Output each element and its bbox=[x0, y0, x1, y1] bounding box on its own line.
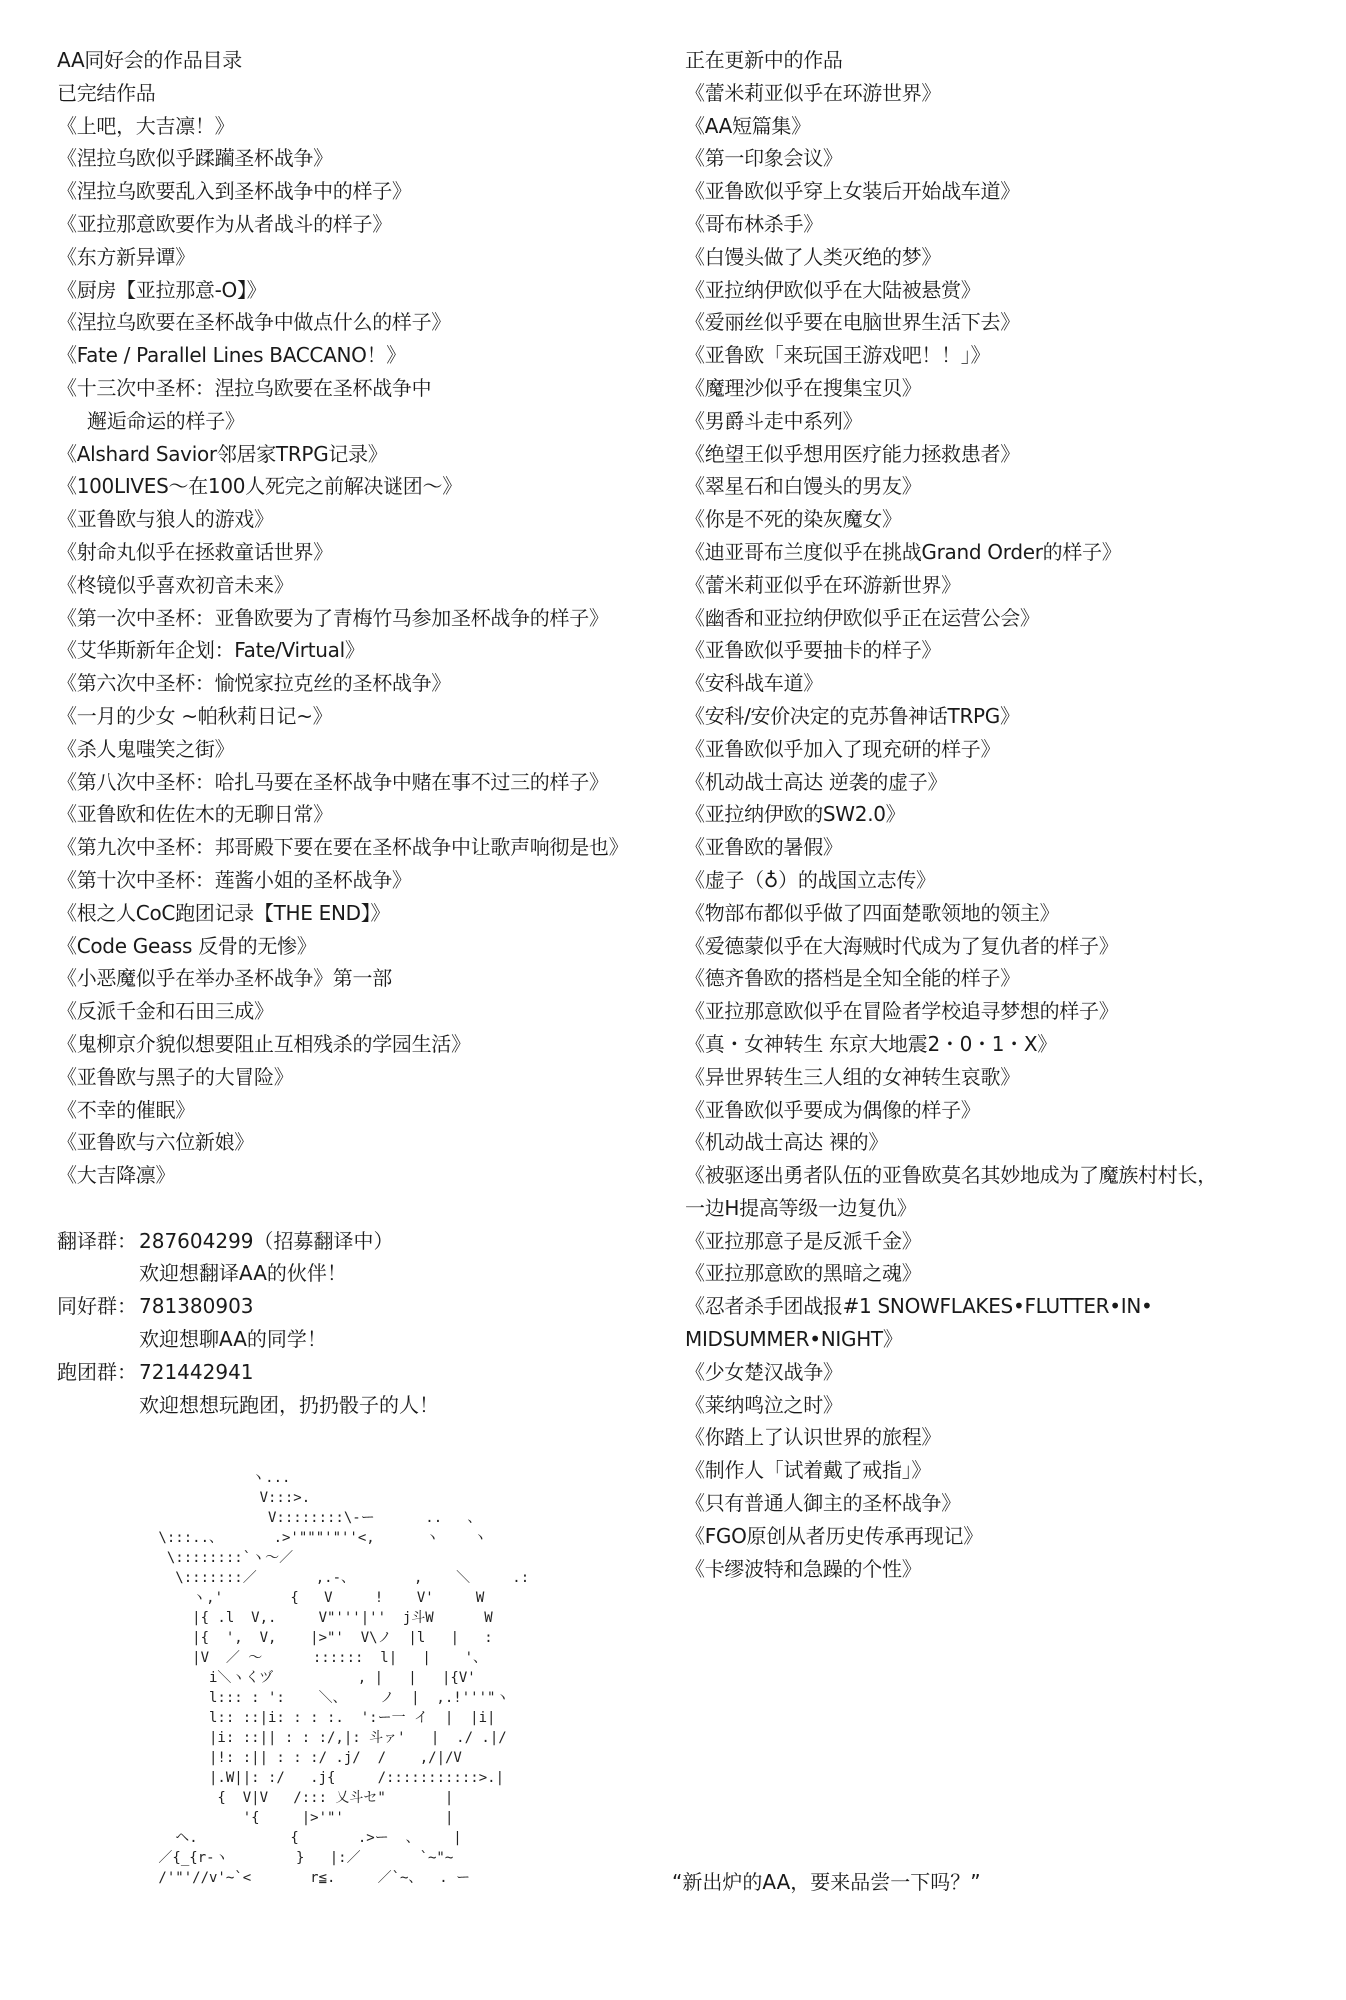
work-title: 《鬼柳京介貌似想要阻止互相残杀的学园生活》 bbox=[57, 1031, 471, 1056]
speech-caption: “新出炉的AA，要来品尝一下吗？” bbox=[672, 1870, 981, 1894]
work-title: 《柊镜似乎喜欢初音未来》 bbox=[57, 572, 294, 597]
left-column bbox=[57, 44, 677, 1421]
work-title: 《绝望王似乎想用医疗能力拯救患者》 bbox=[685, 441, 1020, 466]
work-title: 《第一印象会议》 bbox=[685, 146, 843, 171]
work-title: 《Fate / Parallel Lines BACCANO！》 bbox=[57, 343, 406, 368]
work-title: 《厨房【亚拉那意-O】》 bbox=[57, 277, 267, 302]
work-title: 《亚鲁欧似乎穿上女装后开始战车道》 bbox=[685, 179, 1020, 204]
ongoing-works-list bbox=[685, 77, 1285, 1586]
work-title: 《亚鲁欧似乎加入了现充研的样子》 bbox=[685, 736, 1001, 761]
work-title: 《反派千金和石田三成》 bbox=[57, 999, 274, 1024]
work-title: 《亚鲁欧与黑子的大冒险》 bbox=[57, 1064, 294, 1089]
work-title: 《物部布都似乎做了四面楚歌领地的领主》 bbox=[685, 900, 1060, 925]
work-title: 《艾华斯新年企划：Fate/Virtual》 bbox=[57, 638, 365, 663]
completed-works-list bbox=[57, 110, 677, 1192]
work-title: 《小恶魔似乎在举办圣杯战争》第一部 bbox=[57, 966, 392, 991]
work-title: 《涅拉乌欧要在圣杯战争中做点什么的样子》 bbox=[57, 310, 451, 335]
work-title: 《你是不死的染灰魔女》 bbox=[685, 507, 902, 532]
work-title: 《爱德蒙似乎在大海贼时代成为了复仇者的样子》 bbox=[685, 933, 1119, 958]
spacer bbox=[57, 1192, 677, 1225]
work-title: 《东方新异谭》 bbox=[57, 244, 195, 269]
ongoing-heading: 正在更新中的作品 bbox=[685, 48, 843, 72]
work-title: 《真・女神转生 东京大地震2・0・1・X》 bbox=[685, 1031, 1057, 1056]
group-row bbox=[57, 1225, 677, 1258]
work-title: MIDSUMMER•NIGHT》 bbox=[685, 1327, 903, 1352]
work-title: 《根之人CoC跑团记录【THE END】》 bbox=[57, 900, 391, 925]
work-title: 《上吧，大吉凛！》 bbox=[57, 113, 235, 138]
work-title: 邂逅命运的样子》 bbox=[87, 408, 245, 433]
work-title: 《亚拉那意子是反派千金》 bbox=[685, 1228, 922, 1253]
work-title: 《第六次中圣杯：愉悦家拉克丝的圣杯战争》 bbox=[57, 671, 451, 696]
work-title: 《涅拉乌欧似乎蹂躏圣杯战争》 bbox=[57, 146, 333, 171]
work-title: 《第九次中圣杯：邦哥殿下要在要在圣杯战争中让歌声响彻是也》 bbox=[57, 835, 629, 860]
work-title: 《FGO原创从者历史传承再现记》 bbox=[685, 1523, 983, 1548]
work-title: 《莱纳鸣泣之时》 bbox=[685, 1392, 843, 1417]
work-title: 《蕾米莉亚似乎在环游新世界》 bbox=[685, 572, 961, 597]
work-title: 《射命丸似乎在拯救童话世界》 bbox=[57, 539, 333, 564]
work-title: 《杀人鬼嗤笑之街》 bbox=[57, 736, 235, 761]
work-title: 《只有普通人御主的圣杯战争》 bbox=[685, 1491, 961, 1516]
group-number: 287604299（招募翻译中） bbox=[139, 1228, 394, 1253]
catalog-heading: AA同好会的作品目录 bbox=[57, 48, 242, 72]
work-title: 《亚拉那意欧要作为从者战斗的样子》 bbox=[57, 211, 392, 236]
work-title: 《爱丽丝似乎要在电脑世界生活下去》 bbox=[685, 310, 1020, 335]
group-label: 跑团群： bbox=[57, 1359, 137, 1384]
work-title: 《男爵斗走中系列》 bbox=[685, 408, 863, 433]
work-title: 《制作人「试着戴了戒指」》 bbox=[685, 1458, 932, 1483]
work-title: 《德齐鲁欧的搭档是全知全能的样子》 bbox=[685, 966, 1020, 991]
work-title: 《亚鲁欧似乎要抽卡的样子》 bbox=[685, 638, 942, 663]
completed-heading: 已完结作品 bbox=[57, 80, 156, 105]
work-title: 《魔理沙似乎在搜集宝贝》 bbox=[685, 375, 922, 400]
work-title: 《你踏上了认识世界的旅程》 bbox=[685, 1425, 942, 1450]
work-title: 《亚鲁欧似乎要成为偶像的样子》 bbox=[685, 1097, 981, 1122]
group-label: 翻译群： bbox=[57, 1228, 137, 1253]
work-title: 《忍者杀手团战报#1 SNOWFLAKES•FLUTTER•IN• bbox=[685, 1294, 1153, 1319]
work-title: 《十三次中圣杯：涅拉乌欧要在圣杯战争中 bbox=[57, 375, 432, 400]
work-title: 《100LIVES～在100人死完之前解决谜团～》 bbox=[57, 474, 462, 499]
work-title: 《蕾米莉亚似乎在环游世界》 bbox=[685, 80, 942, 105]
work-title: 《亚拉纳伊欧似乎在大陆被悬赏》 bbox=[685, 277, 981, 302]
work-title: 一边H提高等级一边复仇》 bbox=[685, 1195, 917, 1220]
work-title: 《哥布林杀手》 bbox=[685, 211, 823, 236]
group-number: 721442941 bbox=[139, 1359, 254, 1384]
work-title: 《迪亚哥布兰度似乎在挑战Grand Order的样子》 bbox=[685, 539, 1122, 564]
group-note: 欢迎想想玩跑团，扔扔骰子的人！ bbox=[139, 1392, 439, 1417]
qq-groups bbox=[57, 1225, 677, 1422]
group-row bbox=[57, 1290, 677, 1323]
work-title: 《涅拉乌欧要乱入到圣杯战争中的样子》 bbox=[57, 179, 412, 204]
work-title: 《亚鲁欧和佐佐木的无聊日常》 bbox=[57, 802, 333, 827]
work-title: 《第十次中圣杯：莲酱小姐的圣杯战争》 bbox=[57, 867, 412, 892]
group-row bbox=[57, 1356, 677, 1389]
group-number: 781380903 bbox=[139, 1294, 254, 1319]
work-title: 《Code Geass 反骨的无惨》 bbox=[57, 933, 317, 958]
work-title: 《少女楚汉战争》 bbox=[685, 1359, 843, 1384]
work-title: 《翠星石和白馒头的男友》 bbox=[685, 474, 922, 499]
work-title: 《第一次中圣杯：亚鲁欧要为了青梅竹马参加圣杯战争的样子》 bbox=[57, 605, 609, 630]
work-title: 《亚鲁欧与六位新娘》 bbox=[57, 1130, 254, 1155]
work-title: 《虚子（♁）的战国立志传》 bbox=[685, 867, 936, 892]
work-title: 《第八次中圣杯：哈扎马要在圣杯战争中赌在事不过三的样子》 bbox=[57, 769, 609, 794]
ascii-art-illustration: ヽ... V:::>. V::::::::\-ー .. 、 \:::..、 .>'"""'"''<, ヽ ヽ \::::::::`ヽ～／ \:::::::／ ,.-、 , ＼ .: ヽ,' { V ! V' W |{ .l V,. V"'''|'' j斗W W |{ ', V, |>"' V\ノ |l | : |V ／ ～ :::::: l| | '、 i＼ヽくヅ , | | |{V' l::: : ': ＼、 ノ | ,.!'''"ヽ l:: ::|i: : : :. ':ー一 イ | |i| |i: ::|| : : :/,|: 斗ァ' | ./ .|/ |!: :|| : : :/ .j/ / ,/|/V |.W||: :/ .j{ /:::::::::::>.| { V|V /::: 乂斗セ" | '{ |>'"' | ヘ. { .>ー 、 | ／{_{r-ヽ } |:／ `~"~ /'"'//v'~`< r≦. ／`~、 . ー bbox=[158, 1470, 530, 1886]
work-title: 《不幸的催眠》 bbox=[57, 1097, 195, 1122]
group-note: 欢迎想聊AA的同学！ bbox=[139, 1327, 327, 1352]
work-title: 《安科战车道》 bbox=[685, 671, 823, 696]
work-title: 《亚拉纳伊欧的SW2.0》 bbox=[685, 802, 906, 827]
work-title: 《异世界转生三人组的女神转生哀歌》 bbox=[685, 1064, 1020, 1089]
work-title: 《AA短篇集》 bbox=[685, 113, 811, 138]
work-title: 《亚拉那意欧似乎在冒险者学校追寻梦想的样子》 bbox=[685, 999, 1119, 1024]
work-title: 《Alshard Savior邻居家TRPG记录》 bbox=[57, 441, 388, 466]
right-column bbox=[685, 44, 1285, 1585]
work-title: 《亚鲁欧与狼人的游戏》 bbox=[57, 507, 274, 532]
work-title: 《机动战士高达 逆袭的虚子》 bbox=[685, 769, 948, 794]
work-title: 《安科/安价决定的克苏鲁神话TRPG》 bbox=[685, 703, 1020, 728]
group-label: 同好群： bbox=[57, 1294, 137, 1319]
work-title: 《亚拉那意欧的黑暗之魂》 bbox=[685, 1261, 922, 1286]
work-title: 《卡缪波特和急躁的个性》 bbox=[685, 1556, 922, 1581]
work-title: 《一月的少女 ~帕秋莉日记~》 bbox=[57, 703, 333, 728]
work-title: 《亚鲁欧的暑假》 bbox=[685, 835, 843, 860]
work-title: 《白馒头做了人类灭绝的梦》 bbox=[685, 244, 942, 269]
work-title: 《被驱逐出勇者队伍的亚鲁欧莫名其妙地成为了魔族村村长， bbox=[685, 1163, 1217, 1188]
group-note: 欢迎想翻译AA的伙伴！ bbox=[139, 1261, 347, 1286]
work-title: 《亚鲁欧「来玩国王游戏吧！！」》 bbox=[685, 343, 991, 368]
work-title: 《机动战士高达 裸的》 bbox=[685, 1130, 889, 1155]
work-title: 《大吉降凛》 bbox=[57, 1163, 176, 1188]
work-title: 《幽香和亚拉纳伊欧似乎正在运营公会》 bbox=[685, 605, 1040, 630]
